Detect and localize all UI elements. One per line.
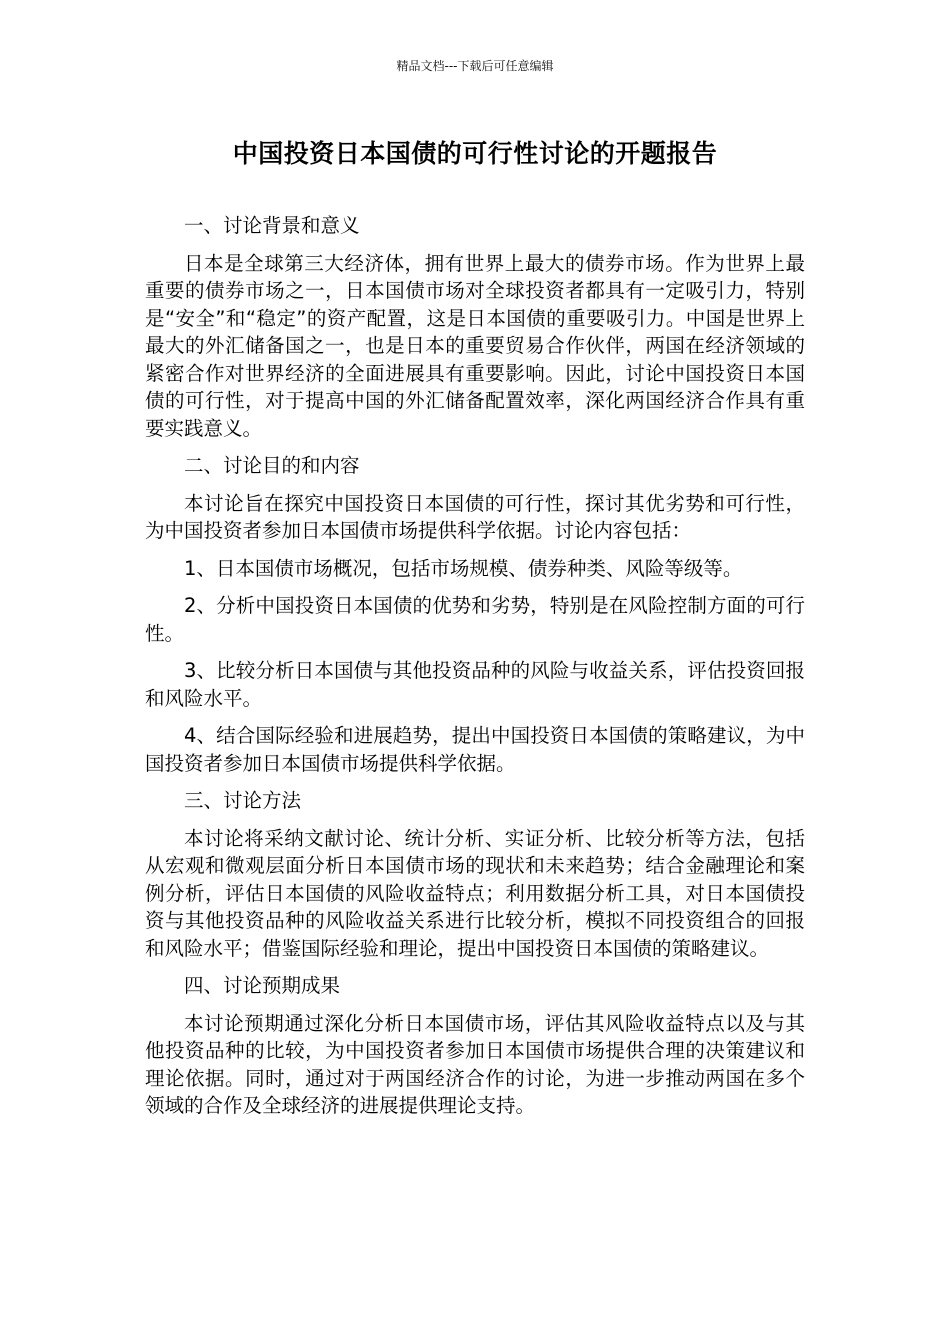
- section-heading-method: 三、讨论方法: [184, 789, 302, 812]
- list-item-3: 3、比较分析日本国债与其他投资品种的风险与收益关系，评估投资回报和风险水平。: [145, 659, 805, 710]
- paragraph-outcomes: 本讨论预期通过深化分析日本国债市场，评估其风险收益特点以及与其他投资品种的比较，为中国投资者参加日本国债市场提供合理的决策建议和理论依据。同时，通过对于两国经济合作的讨论，为进一步推动两国在多个领域的合作及全球经济的进展提供理论支持。: [145, 1011, 805, 1117]
- header-note: 精品文档---下载后可任意编辑: [396, 59, 554, 73]
- section-heading-background: 一、讨论背景和意义: [184, 214, 360, 237]
- list-item-2: 2、分析中国投资日本国债的优势和劣势，特别是在风险控制方面的可行性。: [145, 594, 805, 645]
- paragraph-background: 日本是全球第三大经济体，拥有世界上最大的债券市场。作为世界上最重要的债券市场之一，日本国债市场对全球投资者都具有一定吸引力，特别是“安全”和“稳定”的资产配置，这是日本国债的重要吸引力。中国是世界上最大的外汇储备国之一，也是日本的重要贸易合作伙伴，两国在经济领域的紧密合作对世界经济的全面进展具有重要影响。因此，讨论中国投资日本国债的可行性，对于提高中国的外汇储备配置效率，深化两国经济合作具有重要实践意义。: [145, 251, 805, 440]
- section-heading-outcomes: 四、讨论预期成果: [184, 974, 341, 997]
- document-title: 中国投资日本国债的可行性讨论的开题报告: [232, 139, 718, 168]
- paragraph-purpose: 本讨论旨在探究中国投资日本国债的可行性，探讨其优劣势和可行性，为中国投资者参加日本国债市场提供科学依据。讨论内容包括：: [145, 491, 805, 542]
- list-item-1: 1、日本国债市场概况，包括市场规模、债券种类、风险等级等。: [184, 556, 743, 580]
- section-heading-purpose: 二、讨论目的和内容: [184, 454, 360, 477]
- document-body: [145, 212, 805, 1130]
- paragraph-method: 本讨论将采纳文献讨论、统计分析、实证分析、比较分析等方法，包括从宏观和微观层面分析日本国债市场的现状和未来趋势；结合金融理论和案例分析，评估日本国债的风险收益特点；利用数据分析工具，对日本国债投资与其他投资品种的风险收益关系进行比较分析，模拟不同投资组合的回报和风险水平；借鉴国际经验和理论，提出中国投资日本国债的策略建议。: [145, 826, 805, 960]
- list-item-4: 4、结合国际经验和进展趋势，提出中国投资日本国债的策略建议，为中国投资者参加日本国债市场提供科学依据。: [145, 724, 805, 775]
